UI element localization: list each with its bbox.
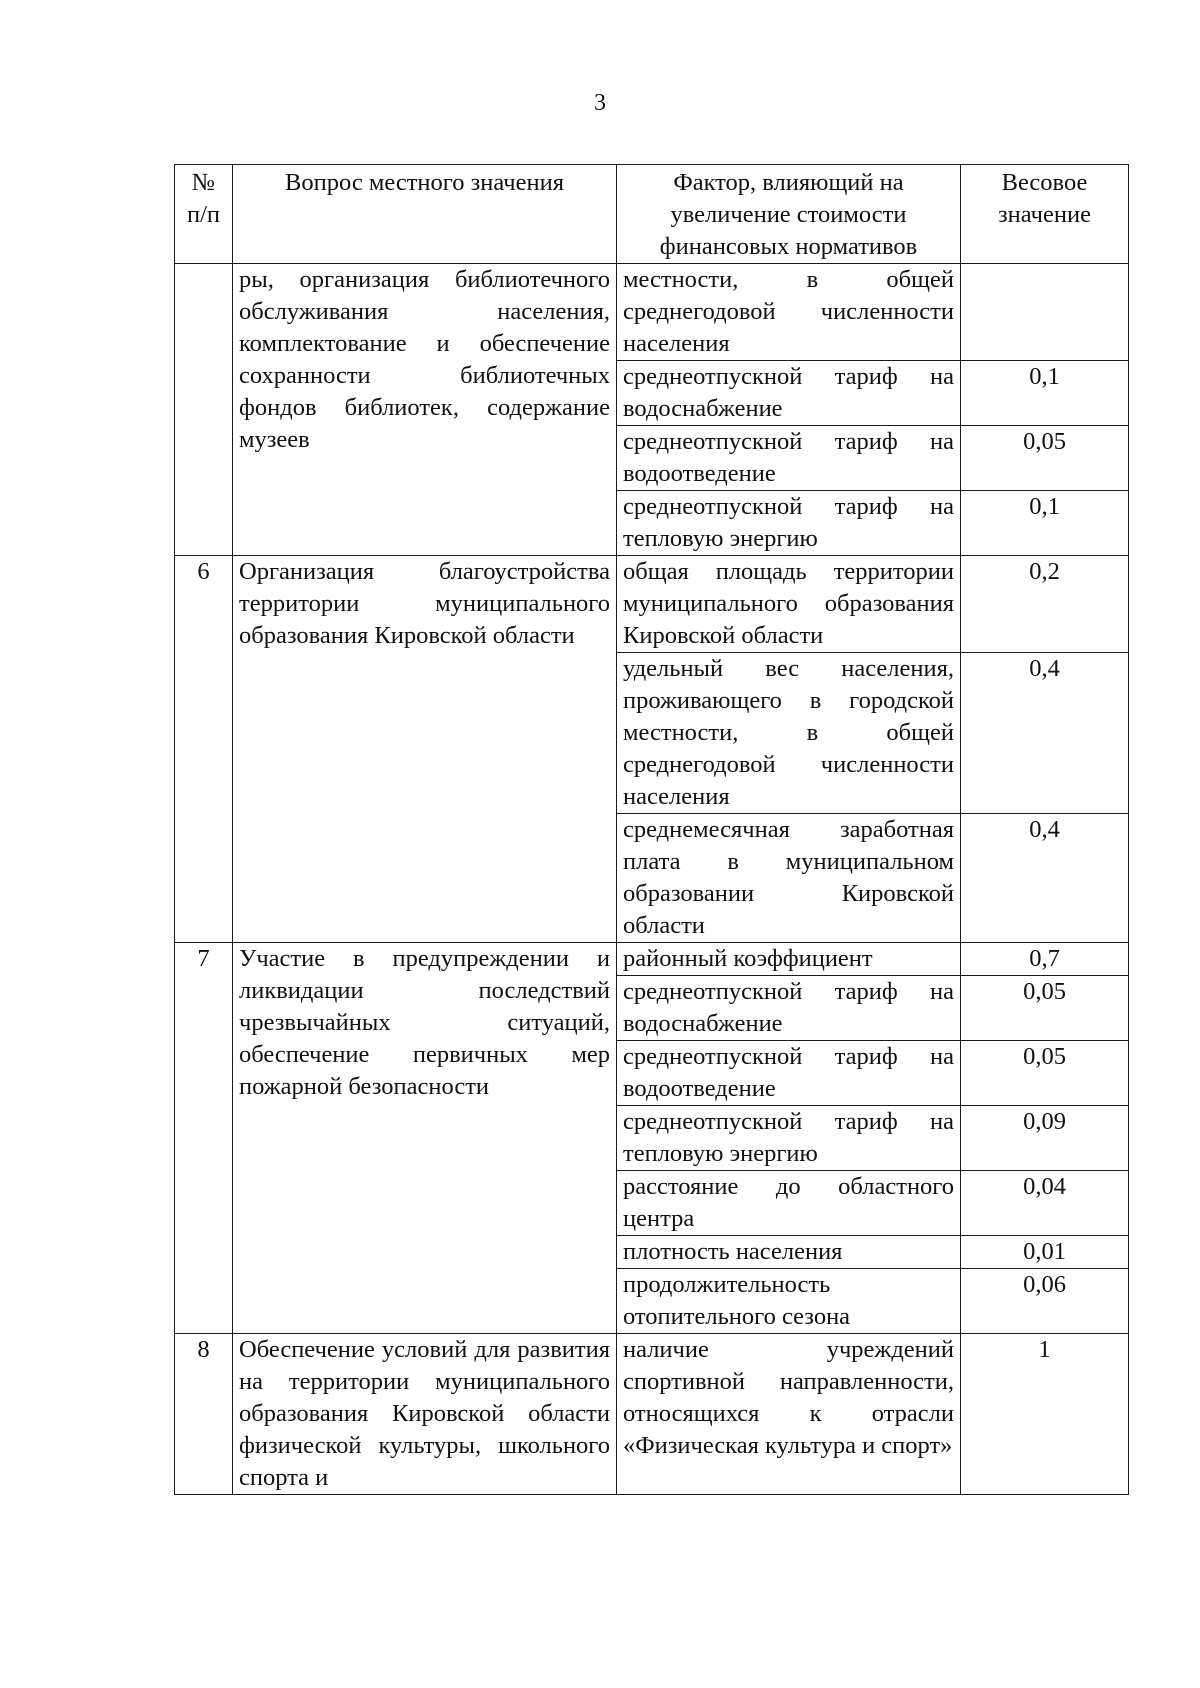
weight-cell: 0,1: [961, 491, 1129, 556]
factor-cell: общая площадь территории муниципального образования Кировской области: [617, 556, 961, 653]
factor-cell: среднеотпускной тариф на тепловую энергию: [617, 491, 961, 556]
weight-cell: 0,04: [961, 1171, 1129, 1236]
weight-cell: 0,4: [961, 653, 1129, 814]
page-number: 3: [594, 90, 606, 116]
weight-cell: 0,4: [961, 814, 1129, 943]
weight-cell: [961, 264, 1129, 361]
factor-cell: среднеотпускной тариф на водоснабжение: [617, 361, 961, 426]
header-num: № п/п: [175, 165, 233, 264]
weight-cell: 0,7: [961, 943, 1129, 976]
row-number: 7: [175, 943, 233, 1334]
issue-cell: Участие в предупреждении и ликвидации последствий чрезвычайных ситуаций, обеспечение первичных мер пожарной безопасности: [233, 943, 617, 1334]
table-row: [175, 264, 1129, 361]
factor-cell: местности, в общей среднегодовой численности населения: [617, 264, 961, 361]
factor-cell: плотность населения: [617, 1236, 961, 1269]
header-factor: Фактор, влияющий на увеличение стоимости финансовых нормативов: [617, 165, 961, 264]
weight-cell: 0,05: [961, 426, 1129, 491]
header-weight: Весовое значение: [961, 165, 1129, 264]
weight-cell: 0,09: [961, 1106, 1129, 1171]
row-number: 6: [175, 556, 233, 943]
table-header-row: [175, 165, 1129, 264]
issue-cell: Организация благоустройства территории муниципального образования Кировской области: [233, 556, 617, 943]
header-issue: Вопрос местного значения: [233, 165, 617, 264]
factor-cell: среднемесячная заработная плата в муниципальном образовании Кировской области: [617, 814, 961, 943]
table-row: [175, 943, 1129, 976]
financial-norms-table: [174, 164, 1129, 1495]
factor-cell: наличие учреждений спортивной направленности, относящихся к отрасли «Физическая культура и спорт»: [617, 1334, 961, 1495]
factor-cell: районный коэффициент: [617, 943, 961, 976]
table-row: [175, 1334, 1129, 1495]
factor-cell: расстояние до областного центра: [617, 1171, 961, 1236]
issue-cell: ры, организация библиотечного обслуживания населения, комплектование и обеспечение сохранности библиотечных фондов библиотек, содержание музеев: [233, 264, 617, 556]
row-number: [175, 264, 233, 556]
factor-cell: среднеотпускной тариф на тепловую энергию: [617, 1106, 961, 1171]
weight-cell: 0,1: [961, 361, 1129, 426]
weight-cell: 0,06: [961, 1269, 1129, 1334]
factor-cell: продолжительность отопительного сезона: [617, 1269, 961, 1334]
issue-cell: Обеспечение условий для развития на территории муниципального образования Кировской области физической культуры, школьного спорта и: [233, 1334, 617, 1495]
factor-cell: среднеотпускной тариф на водоотведение: [617, 426, 961, 491]
factor-cell: среднеотпускной тариф на водоснабжение: [617, 976, 961, 1041]
table-row: [175, 556, 1129, 653]
weight-cell: 0,01: [961, 1236, 1129, 1269]
weight-cell: 0,05: [961, 1041, 1129, 1106]
weight-cell: 0,2: [961, 556, 1129, 653]
row-number: 8: [175, 1334, 233, 1495]
factor-cell: среднеотпускной тариф на водоотведение: [617, 1041, 961, 1106]
weight-cell: 1: [961, 1334, 1129, 1495]
factor-cell: удельный вес населения, проживающего в городской местности, в общей среднегодовой численности населения: [617, 653, 961, 814]
weight-cell: 0,05: [961, 976, 1129, 1041]
